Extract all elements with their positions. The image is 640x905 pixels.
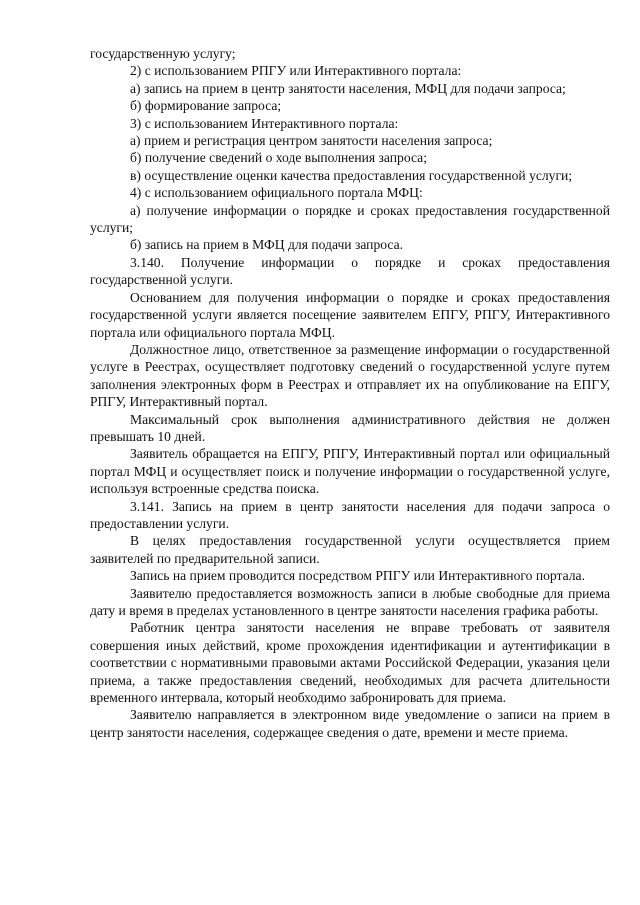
paragraph: Должностное лицо, ответственное за размещение информации о государственной услуге в Реестрах, осуществляет подготовку сведений о государственной услуге путем заполнения электронных форм в Реестрах и отправляет их на опубликование на ЕПГУ, РПГУ, Интерактивный портал. [90, 341, 610, 410]
list-item-2: 2) с использованием РПГУ или Интерактивного портала: [130, 63, 462, 79]
paragraph: Запись на прием проводится посредством РПГУ или Интерактивного портала. [130, 568, 585, 584]
list-item-3v: в) осуществление оценки качества предоставления государственной услуги; [130, 167, 573, 183]
list-item-3b: б) получение сведений о ходе выполнения запроса; [130, 150, 427, 166]
list-item-3: 3) с использованием Интерактивного портала: [130, 115, 399, 131]
list-item-2b: б) формирование запроса; [130, 98, 282, 114]
list-item-4b: б) запись на прием в МФЦ для подачи запроса. [130, 237, 404, 253]
paragraph: Максимальный срок выполнения административного действия не должен превышать 10 дней. [90, 411, 610, 444]
list-item-3a: а) прием и регистрация центром занятости населения запроса; [130, 133, 493, 149]
paragraph: Заявитель обращается на ЕПГУ, РПГУ, Интерактивный портал или официальный портал МФЦ и осуществляет поиск и получение информации о государственной услуге, используя встроенные средства поиска. [90, 446, 610, 497]
list-item-4a: а) получение информации о порядке и сроках предоставления государственной услуги; [90, 202, 610, 236]
list-item-4: 4) с использованием официального портала МФЦ: [130, 185, 423, 201]
paragraph: Основанием для получения информации о порядке и сроках предоставления государственной услуги является посещение заявителем ЕПГУ, РПГУ, Интерактивного портала или официального портала МФЦ. [90, 289, 610, 340]
section-3-141-heading: 3.141. Запись на прием в центр занятости населения для подачи запроса о предоставлении услуги. [90, 498, 610, 531]
paragraph: В целях предоставления государственной услуги осуществляется прием заявителей по предварительной записи. [90, 533, 610, 566]
list-item-2a: а) запись на прием в центр занятости населения, МФЦ для подачи запроса; [130, 80, 566, 96]
document-body [90, 45, 610, 741]
section-3-140-heading: 3.140. Получение информации о порядке и сроках предоставления государственной услуги. [90, 254, 610, 288]
paragraph: Заявителю предоставляется возможность записи в любые свободные для приема дату и время в пределах установленного в центре занятости населения графика работы. [90, 585, 610, 618]
paragraph: Работник центра занятости населения не вправе требовать от заявителя совершения иных действий, кроме прохождения идентификации и аутентификации в соответствии с нормативными правовыми актами Российской Федерации, указания цели приема, а также предоставления сведений, необходимых для расчета длительности временного интервала, который необходимо забронировать для приема. [90, 620, 610, 706]
paragraph-continuation: государственную услугу; [90, 46, 236, 61]
paragraph: Заявителю направляется в электронном виде уведомление о записи на прием в центр занятости населения, содержащее сведения о дате, времени и месте приема. [90, 707, 610, 740]
